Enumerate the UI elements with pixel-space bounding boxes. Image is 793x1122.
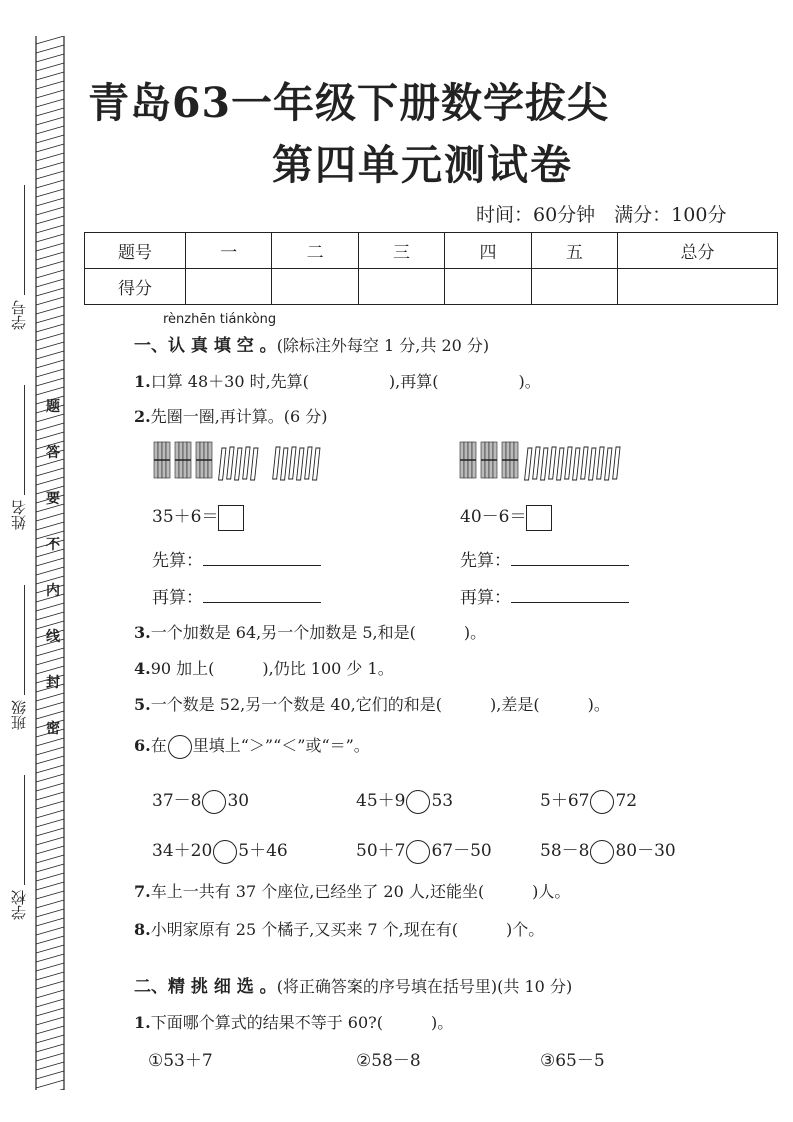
page-subtitle: 第四单元测试卷 — [272, 141, 573, 189]
compare-circle[interactable] — [590, 790, 614, 814]
step-label: 先算： — [152, 551, 203, 571]
compare-circle[interactable] — [590, 840, 614, 864]
score-cell[interactable] — [618, 269, 778, 305]
compare-circle[interactable] — [406, 840, 430, 864]
stick-bundle — [502, 442, 518, 478]
option-c[interactable]: ③65－5 — [540, 1051, 605, 1071]
single-stick — [235, 448, 242, 480]
score-cell[interactable] — [358, 269, 444, 305]
compare-circle[interactable] — [213, 840, 237, 864]
compare-item — [356, 836, 492, 864]
question-1-2 — [134, 404, 328, 427]
step-label: 再算： — [460, 588, 511, 608]
exam-info: 时间：60分钟 满分：100分 — [476, 204, 727, 226]
margin-line-name[interactable] — [24, 385, 25, 495]
single-stick — [565, 447, 572, 479]
score-cell[interactable] — [445, 269, 531, 305]
pinyin-annotation: rènzhēn tiánkòng — [163, 312, 277, 327]
expression-text: 35＋6＝ — [152, 507, 219, 527]
compare-item — [356, 786, 453, 814]
answer-line[interactable] — [511, 549, 629, 566]
single-stick — [251, 448, 258, 480]
question-text: 口算 48＋30 时,先算( ),再算( )。 — [150, 372, 541, 391]
sticks-illustration-right — [458, 438, 648, 484]
margin-label-student-id: 学号 — [10, 300, 28, 330]
section2-note: (将正确答案的序号填在括号里)(共 10 分) — [276, 977, 573, 996]
question-number: 5. — [134, 695, 151, 714]
score-cell[interactable] — [186, 269, 272, 305]
compare-left: 50＋7 — [356, 841, 406, 861]
q2-left-first-step — [152, 546, 321, 571]
stick-bundle — [196, 442, 212, 478]
question-number: 2. — [134, 407, 151, 426]
compare-item — [540, 786, 637, 814]
score-header-cell: 题号 — [85, 233, 186, 269]
section2-title: 二、精 挑 细 选 。 — [134, 977, 277, 997]
question-number: 6. — [134, 736, 151, 755]
score-table-score-row — [85, 269, 778, 305]
question-text: 小明家原有 25 个橘子,又买来 7 个,现在有( )个。 — [150, 920, 545, 939]
margin-line-student-id[interactable] — [24, 185, 25, 295]
single-stick — [581, 447, 588, 479]
score-cell[interactable] — [272, 269, 358, 305]
seal-char: 不 — [46, 537, 60, 553]
margin-line-school[interactable] — [24, 775, 25, 885]
single-stick — [219, 448, 226, 480]
score-header-cell: 总分 — [618, 233, 778, 269]
section1-heading — [134, 331, 489, 356]
single-stick — [597, 447, 604, 479]
single-stick — [297, 448, 304, 480]
single-stick — [541, 448, 548, 480]
single-stick — [289, 447, 296, 479]
expression-text: 40－6＝ — [460, 507, 527, 527]
sticks-illustration-left — [152, 438, 362, 484]
compare-right: 30 — [227, 791, 250, 811]
compare-right: 67－50 — [431, 841, 492, 861]
compare-circle[interactable] — [406, 790, 430, 814]
single-stick — [525, 448, 532, 480]
seal-char: 题 — [46, 399, 60, 415]
answer-box[interactable] — [526, 505, 552, 531]
seal-char: 线 — [46, 629, 60, 645]
question-2-1 — [134, 1010, 453, 1033]
compare-item — [540, 836, 676, 864]
single-stick — [305, 447, 312, 479]
single-stick — [243, 447, 250, 479]
seal-char: 要 — [46, 491, 60, 507]
question-text: 先圈一圈,再计算。(6 分) — [150, 407, 328, 426]
section1-note: (除标注外每空 1 分,共 20 分) — [276, 336, 490, 355]
stick-bundle — [154, 442, 170, 478]
question-text: 在 — [150, 736, 167, 755]
compare-left: 58－8 — [540, 841, 590, 861]
single-stick — [589, 448, 596, 480]
stick-bundle — [481, 442, 497, 478]
section1-title: 一、认 真 填 空 。 — [134, 336, 277, 356]
score-header-cell: 五 — [531, 233, 617, 269]
question-number: 1. — [134, 372, 151, 391]
question-1-6 — [134, 733, 370, 759]
compare-right: 5＋46 — [238, 841, 288, 861]
single-stick — [313, 448, 320, 480]
compare-left: 5＋67 — [540, 791, 590, 811]
compare-left: 34＋20 — [152, 841, 213, 861]
q2-left-then-step — [152, 583, 321, 608]
single-stick — [549, 447, 556, 479]
question-1-1 — [134, 369, 541, 392]
score-table — [84, 232, 778, 305]
question-text: 里填上“＞”“＜”或“＝”。 — [192, 736, 370, 755]
option-b[interactable]: ②58－8 — [356, 1051, 421, 1071]
question-number: 3. — [134, 623, 151, 642]
stick-bundle — [175, 442, 191, 478]
option-a[interactable]: ①53＋7 — [148, 1051, 213, 1071]
q2-right-expression — [460, 502, 552, 531]
seal-char: 密 — [46, 721, 60, 737]
page-title: 青岛63一年级下册数学拔尖 — [88, 79, 610, 127]
stick-bundle — [460, 442, 476, 478]
question-text: 车上一共有 37 个座位,已经坐了 20 人,还能坐( )人。 — [150, 882, 571, 901]
question-number: 1. — [134, 1013, 151, 1032]
score-header-cell: 一 — [186, 233, 272, 269]
compare-left: 45＋9 — [356, 791, 406, 811]
single-stick — [573, 448, 580, 480]
question-text: 90 加上( ),仍比 100 少 1。 — [150, 659, 394, 678]
seal-char: 封 — [46, 675, 60, 691]
answer-line[interactable] — [203, 549, 321, 566]
compare-item — [152, 836, 288, 864]
step-label: 先算： — [460, 551, 511, 571]
margin-label-name: 姓名 — [10, 500, 28, 530]
seal-char: 内 — [46, 583, 60, 599]
question-number: 7. — [134, 882, 151, 901]
single-stick — [613, 447, 620, 479]
question-text: 下面哪个算式的结果不等于 60?( )。 — [150, 1013, 454, 1032]
q2-right-first-step — [460, 546, 629, 571]
single-stick — [557, 448, 564, 480]
compare-left: 37－8 — [152, 791, 202, 811]
answer-line[interactable] — [203, 586, 321, 603]
single-stick — [273, 447, 280, 479]
question-1-3 — [134, 620, 486, 643]
single-stick — [227, 447, 234, 479]
circle-icon — [168, 735, 192, 759]
margin-label-school: 学校 — [10, 890, 28, 920]
compare-item — [152, 786, 249, 814]
compare-right: 53 — [431, 791, 454, 811]
margin-label-class: 班级 — [10, 700, 28, 730]
question-number: 8. — [134, 920, 151, 939]
single-stick — [281, 448, 288, 480]
compare-circle[interactable] — [202, 790, 226, 814]
question-number: 4. — [134, 659, 151, 678]
compare-right: 80－30 — [615, 841, 676, 861]
q2-left-expression — [152, 502, 244, 531]
answer-line[interactable] — [511, 586, 629, 603]
score-cell[interactable] — [531, 269, 617, 305]
seal-char: 答 — [46, 445, 60, 461]
score-table-header-row — [85, 233, 778, 269]
question-text: 一个加数是 64,另一个加数是 5,和是( )。 — [150, 623, 487, 642]
single-stick — [533, 447, 540, 479]
step-label: 再算： — [152, 588, 203, 608]
question-1-4 — [134, 656, 394, 679]
binding-margin-lines — [30, 36, 70, 1090]
score-header-cell: 三 — [358, 233, 444, 269]
single-stick — [605, 448, 612, 480]
answer-box[interactable] — [218, 505, 244, 531]
score-row-label: 得分 — [85, 269, 186, 305]
question-text: 一个数是 52,另一个数是 40,它们的和是( ),差是( )。 — [150, 695, 610, 714]
question-1-8 — [134, 917, 544, 940]
compare-right: 72 — [615, 791, 638, 811]
question-1-7 — [134, 879, 570, 902]
question-1-5 — [134, 692, 610, 715]
score-header-cell: 二 — [272, 233, 358, 269]
section2-heading — [134, 972, 572, 997]
score-header-cell: 四 — [445, 233, 531, 269]
q2-right-then-step — [460, 583, 629, 608]
margin-line-class[interactable] — [24, 585, 25, 695]
